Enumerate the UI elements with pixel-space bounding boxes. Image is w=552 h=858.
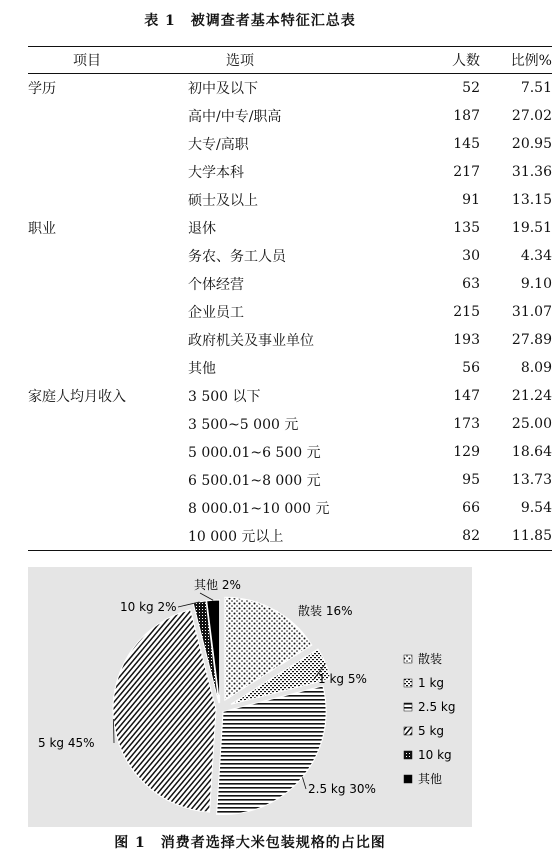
- table-row: [28, 354, 552, 382]
- cell-count: 187: [453, 108, 480, 124]
- legend-swatch: [404, 775, 412, 783]
- cell-option: 大专/高职: [188, 137, 249, 153]
- cell-option: 6 500.01~8 000 元: [188, 473, 321, 489]
- cell-option: 硕士及以上: [188, 193, 258, 209]
- table-row: [28, 214, 552, 242]
- cell-option: 企业员工: [188, 305, 244, 321]
- legend-swatch: [404, 727, 412, 735]
- cell-ratio: 13.73: [511, 472, 552, 488]
- cell-count: 147: [453, 388, 480, 404]
- slice-leader-line: [113, 719, 114, 743]
- slice-label: 1 kg 5%: [318, 672, 367, 686]
- pie-chart: [28, 567, 472, 827]
- table-row: [28, 186, 552, 214]
- cell-item: 职业: [28, 221, 56, 237]
- cell-count: 82: [462, 528, 480, 544]
- legend-label: 其他: [418, 772, 443, 786]
- cell-count: 56: [462, 360, 480, 376]
- cell-option: 其他: [188, 361, 216, 377]
- legend-swatch: [404, 679, 412, 687]
- table-row: [28, 494, 552, 522]
- cell-ratio: 13.15: [511, 192, 552, 208]
- slice-label: 其他 2%: [194, 578, 241, 592]
- table-row: [28, 326, 552, 354]
- cell-option: 初中及以下: [188, 81, 258, 97]
- legend-label: 1 kg: [418, 676, 445, 690]
- slice-leader-line: [200, 593, 213, 600]
- cell-option: 3 500 以下: [188, 389, 261, 405]
- cell-count: 66: [462, 500, 480, 516]
- cell-item: [28, 438, 176, 466]
- cell-ratio: 8.09: [520, 360, 552, 376]
- cell-ratio: 21.24: [511, 388, 552, 404]
- cell-option: 高中/中专/职高: [188, 109, 282, 125]
- cell-item: 家庭人均月收入: [28, 389, 126, 405]
- cell-ratio: 11.85: [511, 528, 552, 544]
- table-row: [28, 270, 552, 298]
- slice-label: 散装 16%: [298, 604, 353, 618]
- figure-caption: 图 1 消费者选择大米包装规格的占比图: [114, 835, 386, 851]
- cell-item: [28, 522, 176, 551]
- cell-item: [28, 130, 176, 158]
- table-row: [28, 74, 552, 103]
- cell-ratio: 25.00: [511, 416, 552, 432]
- cell-option: 个体经营: [188, 277, 244, 293]
- table-title: 表 1 被调查者基本特征汇总表: [144, 13, 356, 29]
- table-row: [28, 382, 552, 410]
- cell-ratio: 7.51: [520, 80, 552, 96]
- cell-ratio: 9.54: [520, 500, 552, 516]
- legend-swatch: [404, 703, 412, 711]
- cell-option: 8 000.01~10 000 元: [188, 501, 330, 517]
- cell-count: 91: [462, 192, 480, 208]
- table-body: [28, 74, 552, 551]
- cell-ratio: 27.02: [511, 108, 552, 124]
- cell-item: [28, 326, 176, 354]
- header-count: 人数: [452, 53, 480, 69]
- slice-label: 5 kg 45%: [38, 736, 95, 750]
- legend-swatch: [404, 655, 412, 663]
- slice-leader-line: [302, 777, 306, 789]
- cell-count: 135: [453, 220, 480, 236]
- cell-ratio: 31.07: [511, 304, 552, 320]
- cell-count: 217: [453, 164, 480, 180]
- table-row: [28, 102, 552, 130]
- cell-item: [28, 410, 176, 438]
- cell-option: 政府机关及事业单位: [188, 333, 314, 349]
- cell-count: 30: [462, 248, 480, 264]
- cell-option: 务农、务工人员: [188, 249, 286, 265]
- cell-item: [28, 186, 176, 214]
- cell-ratio: 20.95: [511, 136, 552, 152]
- slice-label: 10 kg 2%: [120, 600, 177, 614]
- cell-option: 3 500~5 000 元: [188, 417, 299, 433]
- cell-item: [28, 270, 176, 298]
- cell-item: [28, 494, 176, 522]
- cell-item: [28, 158, 176, 186]
- legend-label: 2.5 kg: [418, 700, 456, 714]
- cell-item: [28, 298, 176, 326]
- cell-option: 大学本科: [188, 165, 244, 181]
- cell-count: 52: [462, 80, 480, 96]
- header-item: 项目: [73, 53, 101, 69]
- table-row: [28, 466, 552, 494]
- cell-count: 129: [453, 444, 480, 460]
- cell-item: 学历: [28, 81, 56, 97]
- cell-count: 95: [462, 472, 480, 488]
- legend-label: 散装: [418, 652, 443, 666]
- cell-count: 215: [453, 304, 480, 320]
- cell-count: 193: [453, 332, 480, 348]
- legend-label: 10 kg: [418, 748, 452, 762]
- pie-figure: [28, 567, 472, 827]
- cell-option: 5 000.01~6 500 元: [188, 445, 321, 461]
- header-ratio: 比例%: [510, 53, 552, 69]
- legend-label: 5 kg: [418, 724, 445, 738]
- table-row: [28, 522, 552, 551]
- table-row: [28, 242, 552, 270]
- cell-count: 145: [453, 136, 480, 152]
- cell-count: 173: [453, 416, 480, 432]
- table-row: [28, 298, 552, 326]
- cell-ratio: 31.36: [511, 164, 552, 180]
- legend-swatch: [404, 751, 412, 759]
- cell-item: [28, 242, 176, 270]
- cell-item: [28, 466, 176, 494]
- pie-slice: [113, 610, 216, 813]
- cell-count: 63: [462, 276, 480, 292]
- table-row: [28, 158, 552, 186]
- cell-item: [28, 102, 176, 130]
- table-row: [28, 438, 552, 466]
- cell-ratio: 19.51: [511, 220, 552, 236]
- cell-item: [28, 354, 176, 382]
- table-row: [28, 130, 552, 158]
- chart-legend: [404, 651, 455, 786]
- table-row: [28, 410, 552, 438]
- header-option: 选项: [226, 53, 254, 69]
- slice-label: 2.5 kg 30%: [308, 782, 376, 796]
- table-header-row: [28, 47, 552, 74]
- cell-ratio: 27.89: [511, 332, 552, 348]
- cell-ratio: 9.10: [520, 276, 552, 292]
- cell-ratio: 18.64: [511, 444, 552, 460]
- summary-table: [28, 46, 552, 551]
- cell-ratio: 4.34: [520, 248, 552, 264]
- cell-option: 10 000 元以上: [188, 529, 284, 545]
- cell-option: 退休: [188, 221, 216, 237]
